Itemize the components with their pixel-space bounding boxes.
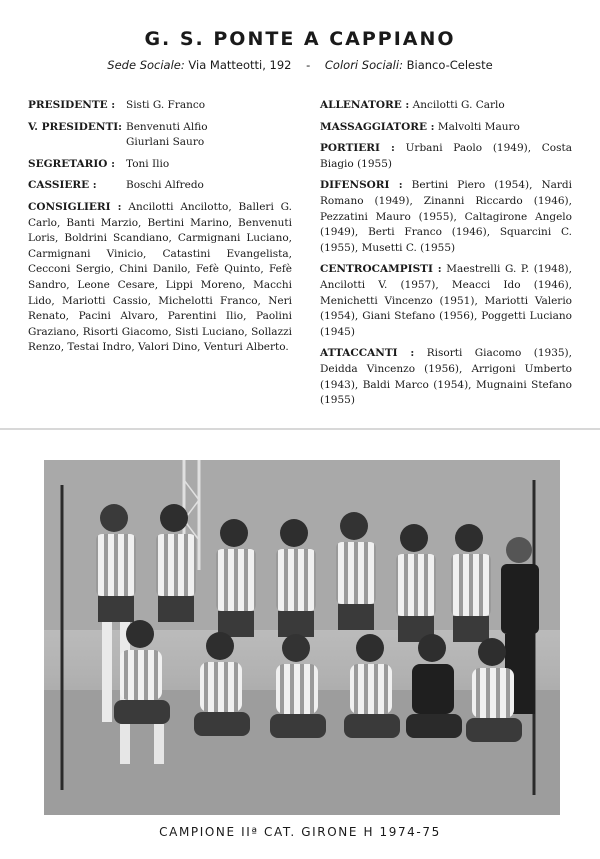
consiglieri-value: Ancilotti Ancilotto, Balleri G. Carlo, Banti Marzio, Bertini Marino, Benvenuti Loris, Boldrini Scandiano, Carmignani Luciano, Carmignani Vinicio, Catastini Evangelista, Cecconi Sergio, Chini Danilo, Fefè Quinto, Fefè Sandro, Leone Cesare, Lippi Moreno, Macchi Lido, Mariotti Cassio, Michelotti Franco, Neri Renato, Pacini Alvaro, Parentini Ilio, Paolini Graziano, Risorti Giacomo, Sisti Luciano, Sollazzi Renzo, Testai Indro, Valori Dino, Venturi Alberto. <box>28 200 293 354</box>
allenatore-label: ALLENATORE : <box>320 99 410 111</box>
difensori-label: DIFENSORI : <box>320 179 403 192</box>
subtitle: Sede Sociale: Via Matteotti, 192 - Colori Sociali: Bianco-Celeste <box>107 58 493 72</box>
cassiere-value: Boschi Alfredo <box>126 179 204 192</box>
portieri-block <box>320 141 572 172</box>
attaccanti-block <box>320 346 572 408</box>
difensori-value: Bertini Piero (1954), Nardi Romano (1949), Zinanni Riccardo (1946), Pezzatini Mauro (1955), Caltagirone Angelo (1949), Berti Franco (1946), Squarcini C. (1955), Musetti C. (1955) <box>320 179 573 254</box>
massaggiatore-row <box>320 120 572 136</box>
vicepresidenti-label: V. PRESIDENTI: <box>28 120 123 133</box>
centrocampisti-block <box>320 262 572 340</box>
segretario-value: Toni Ilio <box>126 157 170 170</box>
cassiere-label: CASSIERE : <box>28 179 97 192</box>
attaccanti-label: ATTACCANTI : <box>320 347 415 360</box>
staff-players-column <box>320 98 572 415</box>
presidente-label: PRESIDENTE : <box>28 99 116 111</box>
consiglieri-block <box>28 200 292 356</box>
allenatore-row <box>320 98 572 114</box>
massaggiatore-value: Malvolti Mauro <box>437 120 520 133</box>
cassiere-row <box>28 178 292 194</box>
allenatore-value: Ancilotti G. Carlo <box>412 99 505 111</box>
photo-caption: CAMPIONE IIª CAT. GIRONE H 1974-75 <box>159 825 441 839</box>
portieri-label: PORTIERI : <box>320 142 395 155</box>
massaggiatore-label: MASSAGGIATORE : <box>320 120 435 133</box>
attaccanti-value: Risorti Giacomo (1935), Deidda Vincenzo (1956), Arrigoni Umberto (1943), Baldi Marco (1954), Mugnaini Stefano (1955) <box>320 347 572 407</box>
page-fold-divider <box>0 428 600 430</box>
colori-value: Bianco-Celeste <box>406 58 493 72</box>
colori-label: Colori Sociali <box>324 58 400 72</box>
consiglieri-label: CONSIGLIERI : <box>28 200 122 213</box>
portieri-value: Urbani Paolo (1949), Costa Biagio (1955) <box>320 142 572 170</box>
difensori-block <box>320 178 572 256</box>
team-photo <box>44 460 560 815</box>
team-photo-illustration <box>44 460 560 815</box>
segretario-label: SEGRETARIO : <box>28 157 115 170</box>
presidente-value: Sisti G. Franco <box>126 99 206 111</box>
sede-label: Sede Sociale <box>107 58 181 72</box>
officials-column <box>28 98 292 362</box>
presidente-row <box>28 98 292 114</box>
centrocampisti-value: Maestrelli G. P. (1948), Ancilotti V. (1957), Meacci Ido (1946), Menichetti Vincenzo (1951), Mariotti Valerio (1954), Giani Stefano (1956), Poggetti Luciano (1945) <box>320 263 572 338</box>
segretario-row <box>28 157 292 173</box>
vicepresidente-2: Giurlani Sauro <box>126 136 205 149</box>
subtitle-separator: - <box>306 58 311 72</box>
centrocampisti-label: CENTROCAMPISTI : <box>320 263 442 276</box>
vicepresidente-1: Benvenuti Alfio <box>126 120 208 133</box>
vicepresidenti-row <box>28 120 292 151</box>
sede-value: Via Matteotti, 192 <box>188 58 292 72</box>
page-title: G. S. PONTE A CAPPIANO <box>144 28 456 50</box>
